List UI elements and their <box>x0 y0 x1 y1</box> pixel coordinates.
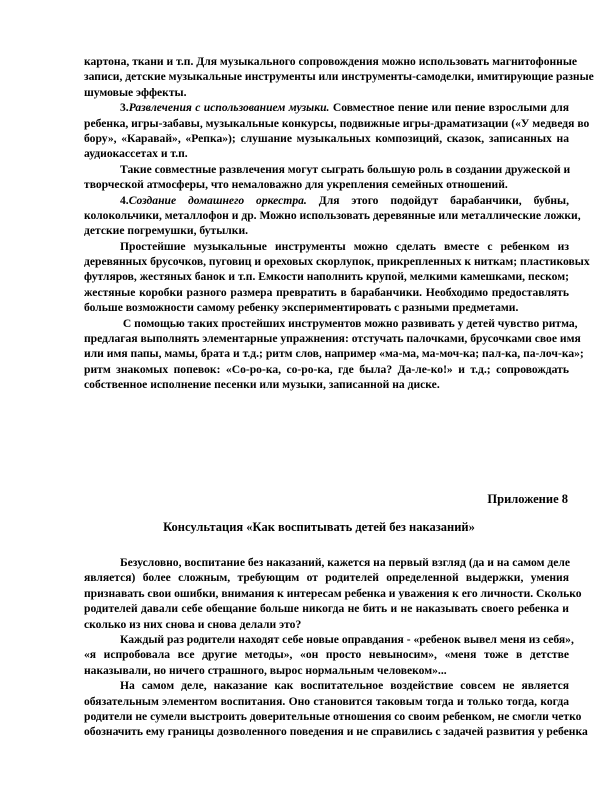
text-line <box>84 362 569 377</box>
text-line <box>84 239 569 254</box>
line-text: жестяные коробки разного размера превратить в барабанчики. Необходимо предоставлять <box>84 285 569 299</box>
text-line <box>84 678 569 693</box>
text-line <box>84 617 569 632</box>
appendix-label: Приложение 8 <box>487 492 568 506</box>
line-text: бору», «Каравай», «Репка»); слушание музыкальных композиций, сказок, записанных на <box>84 131 569 145</box>
text-line <box>84 146 569 161</box>
line-text: записи, детские музыкальные инструменты или инструменты-самоделки, имитирующие разные <box>84 70 594 84</box>
text-line <box>84 647 569 662</box>
line-text: С помощью таких простейших инструментов можно развивать у детей чувство ритма, <box>120 316 578 330</box>
line-text: родители не сумели выстроить доверительные отношения со своим ребенком, не смогли четко <box>84 709 582 723</box>
text-line <box>84 331 581 346</box>
line-text: шумовые эффекты. <box>84 85 187 99</box>
text-line <box>84 709 582 724</box>
text-line <box>84 177 569 192</box>
text-line <box>84 116 590 131</box>
list-number: 4. <box>120 193 129 207</box>
text-line <box>84 85 569 100</box>
line-text: деревянных брусочков, пуговиц и ореховых скорлупок, прикрепленных к ниткам; пластиковых <box>84 255 590 269</box>
line-text: ребенка, игры-забавы, музыкальные конкурсы, подвижные игры-драматизации («У медведя во <box>84 116 590 130</box>
text-line <box>84 69 594 84</box>
text-line <box>84 162 569 177</box>
paragraph <box>84 162 569 193</box>
text-line <box>84 316 578 331</box>
line-text: Совместное пение или пение взрослыми для <box>329 101 569 115</box>
line-text: Каждый раз родители находят себе новые оправдания - «ребенок вывел меня из себя», <box>120 632 574 646</box>
text-line <box>84 570 569 585</box>
text-line <box>84 663 569 678</box>
line-text: творческой атмосферы, что немаловажно для укрепления семейных отношений. <box>84 178 508 192</box>
line-text: обозначить ему границы дозволенного поведения и не справились с задачей развития у ребенка <box>84 725 588 739</box>
text-line <box>84 555 569 570</box>
paragraph <box>84 632 574 678</box>
text-line <box>84 254 590 269</box>
list-number: 3. <box>120 101 129 115</box>
text-line <box>84 601 569 616</box>
line-text: Для этого подойдут барабанчики, бубны, <box>306 193 569 207</box>
line-text: является) более сложным, требующим от родителей определенной выдержки, умения <box>84 571 569 585</box>
bottom-text-block <box>84 555 588 740</box>
text-line <box>84 100 569 115</box>
paragraph <box>84 316 584 393</box>
text-line <box>84 300 569 315</box>
line-text: колокольчики, металлофон и др. Можно использовать деревянные или металлические ложки, <box>84 208 581 222</box>
text-line <box>84 193 569 208</box>
line-text: Простейшие музыкальные инструменты можно сделать вместе с ребенком из <box>120 239 569 253</box>
text-line <box>84 223 569 238</box>
line-text: ритм знакомых попевок: «Со-ро-ка, со-ро-ка, где была? Да-ле-ко!» и т.д.; сопровождать <box>84 362 569 376</box>
top-text-block <box>84 54 594 393</box>
paragraph <box>84 678 588 740</box>
italic-heading: Развлечения с использованием музыки. <box>128 101 330 115</box>
line-text: наказывали, но ничего страшного, вырос нормальным человеком»... <box>84 663 447 677</box>
line-text: родителей давали себе обещание больше никогда не бить и не наказывать своего ребенка и <box>84 602 569 616</box>
line-text: больше возможности самому ребенку экспериментировать с разными предметами. <box>84 301 519 315</box>
line-text: футляров, жестяных банок и т.п. Емкости наполнить крупой, мелкими камешками, песком; <box>84 270 569 284</box>
text-line <box>84 285 569 300</box>
line-text: картона, ткани и т.п. Для музыкального сопровождения можно использовать магнитофонные <box>84 55 578 68</box>
text-line <box>84 377 569 392</box>
consultation-title: Консультация «Как воспитывать детей без наказаний» <box>163 520 475 534</box>
text-line <box>84 724 588 739</box>
text-line <box>84 131 569 146</box>
text-line <box>84 632 574 647</box>
italic-heading: Создание домашнего оркестра. <box>128 193 307 207</box>
line-text: сколько из них снова и снова делали это? <box>84 617 302 631</box>
line-text: или имя папы, мамы, брата и т.д.; ритм слов, например «ма-ма, ма-моч-ка; пал-ка, па-лоч-ка»; <box>84 347 584 361</box>
text-line <box>84 54 578 69</box>
text-line <box>84 694 569 709</box>
line-text: Такие совместные развлечения могут сыграть большую роль в создании дружеской и <box>120 162 571 176</box>
line-text: аудиокассетах и т.п. <box>84 147 188 161</box>
line-text: На самом деле, наказание как воспитательное воздействие совсем не является <box>120 679 569 693</box>
line-text: предлагая выполнять элементарные упражнения: отстучать палочками, брусочками свое имя <box>84 332 581 346</box>
text-line <box>84 208 581 223</box>
text-line <box>84 346 584 361</box>
line-text: Безусловно, воспитание без наказаний, кажется на первый взгляд (да и на самом деле <box>120 556 571 569</box>
line-text: детские погремушки, бутылки. <box>84 224 249 238</box>
text-line <box>84 586 582 601</box>
paragraph <box>84 100 590 162</box>
paragraph <box>84 239 590 316</box>
line-text: «я испробовала все другие методы», «он просто невыносим», «меня тоже в детстве <box>84 648 569 662</box>
line-text: признавать свои ошибки, внимания к интересам ребенка и уважения к его личности. Сколько <box>84 586 582 600</box>
line-text: собственное исполнение песенки или музыки, записанной на диске. <box>84 378 440 392</box>
text-line <box>84 269 569 284</box>
paragraph <box>84 193 581 239</box>
line-text: обязательным элементом воспитания. Оно становится таковым тогда и только тогда, когда <box>84 694 569 708</box>
paragraph <box>84 555 582 632</box>
paragraph <box>84 54 594 100</box>
